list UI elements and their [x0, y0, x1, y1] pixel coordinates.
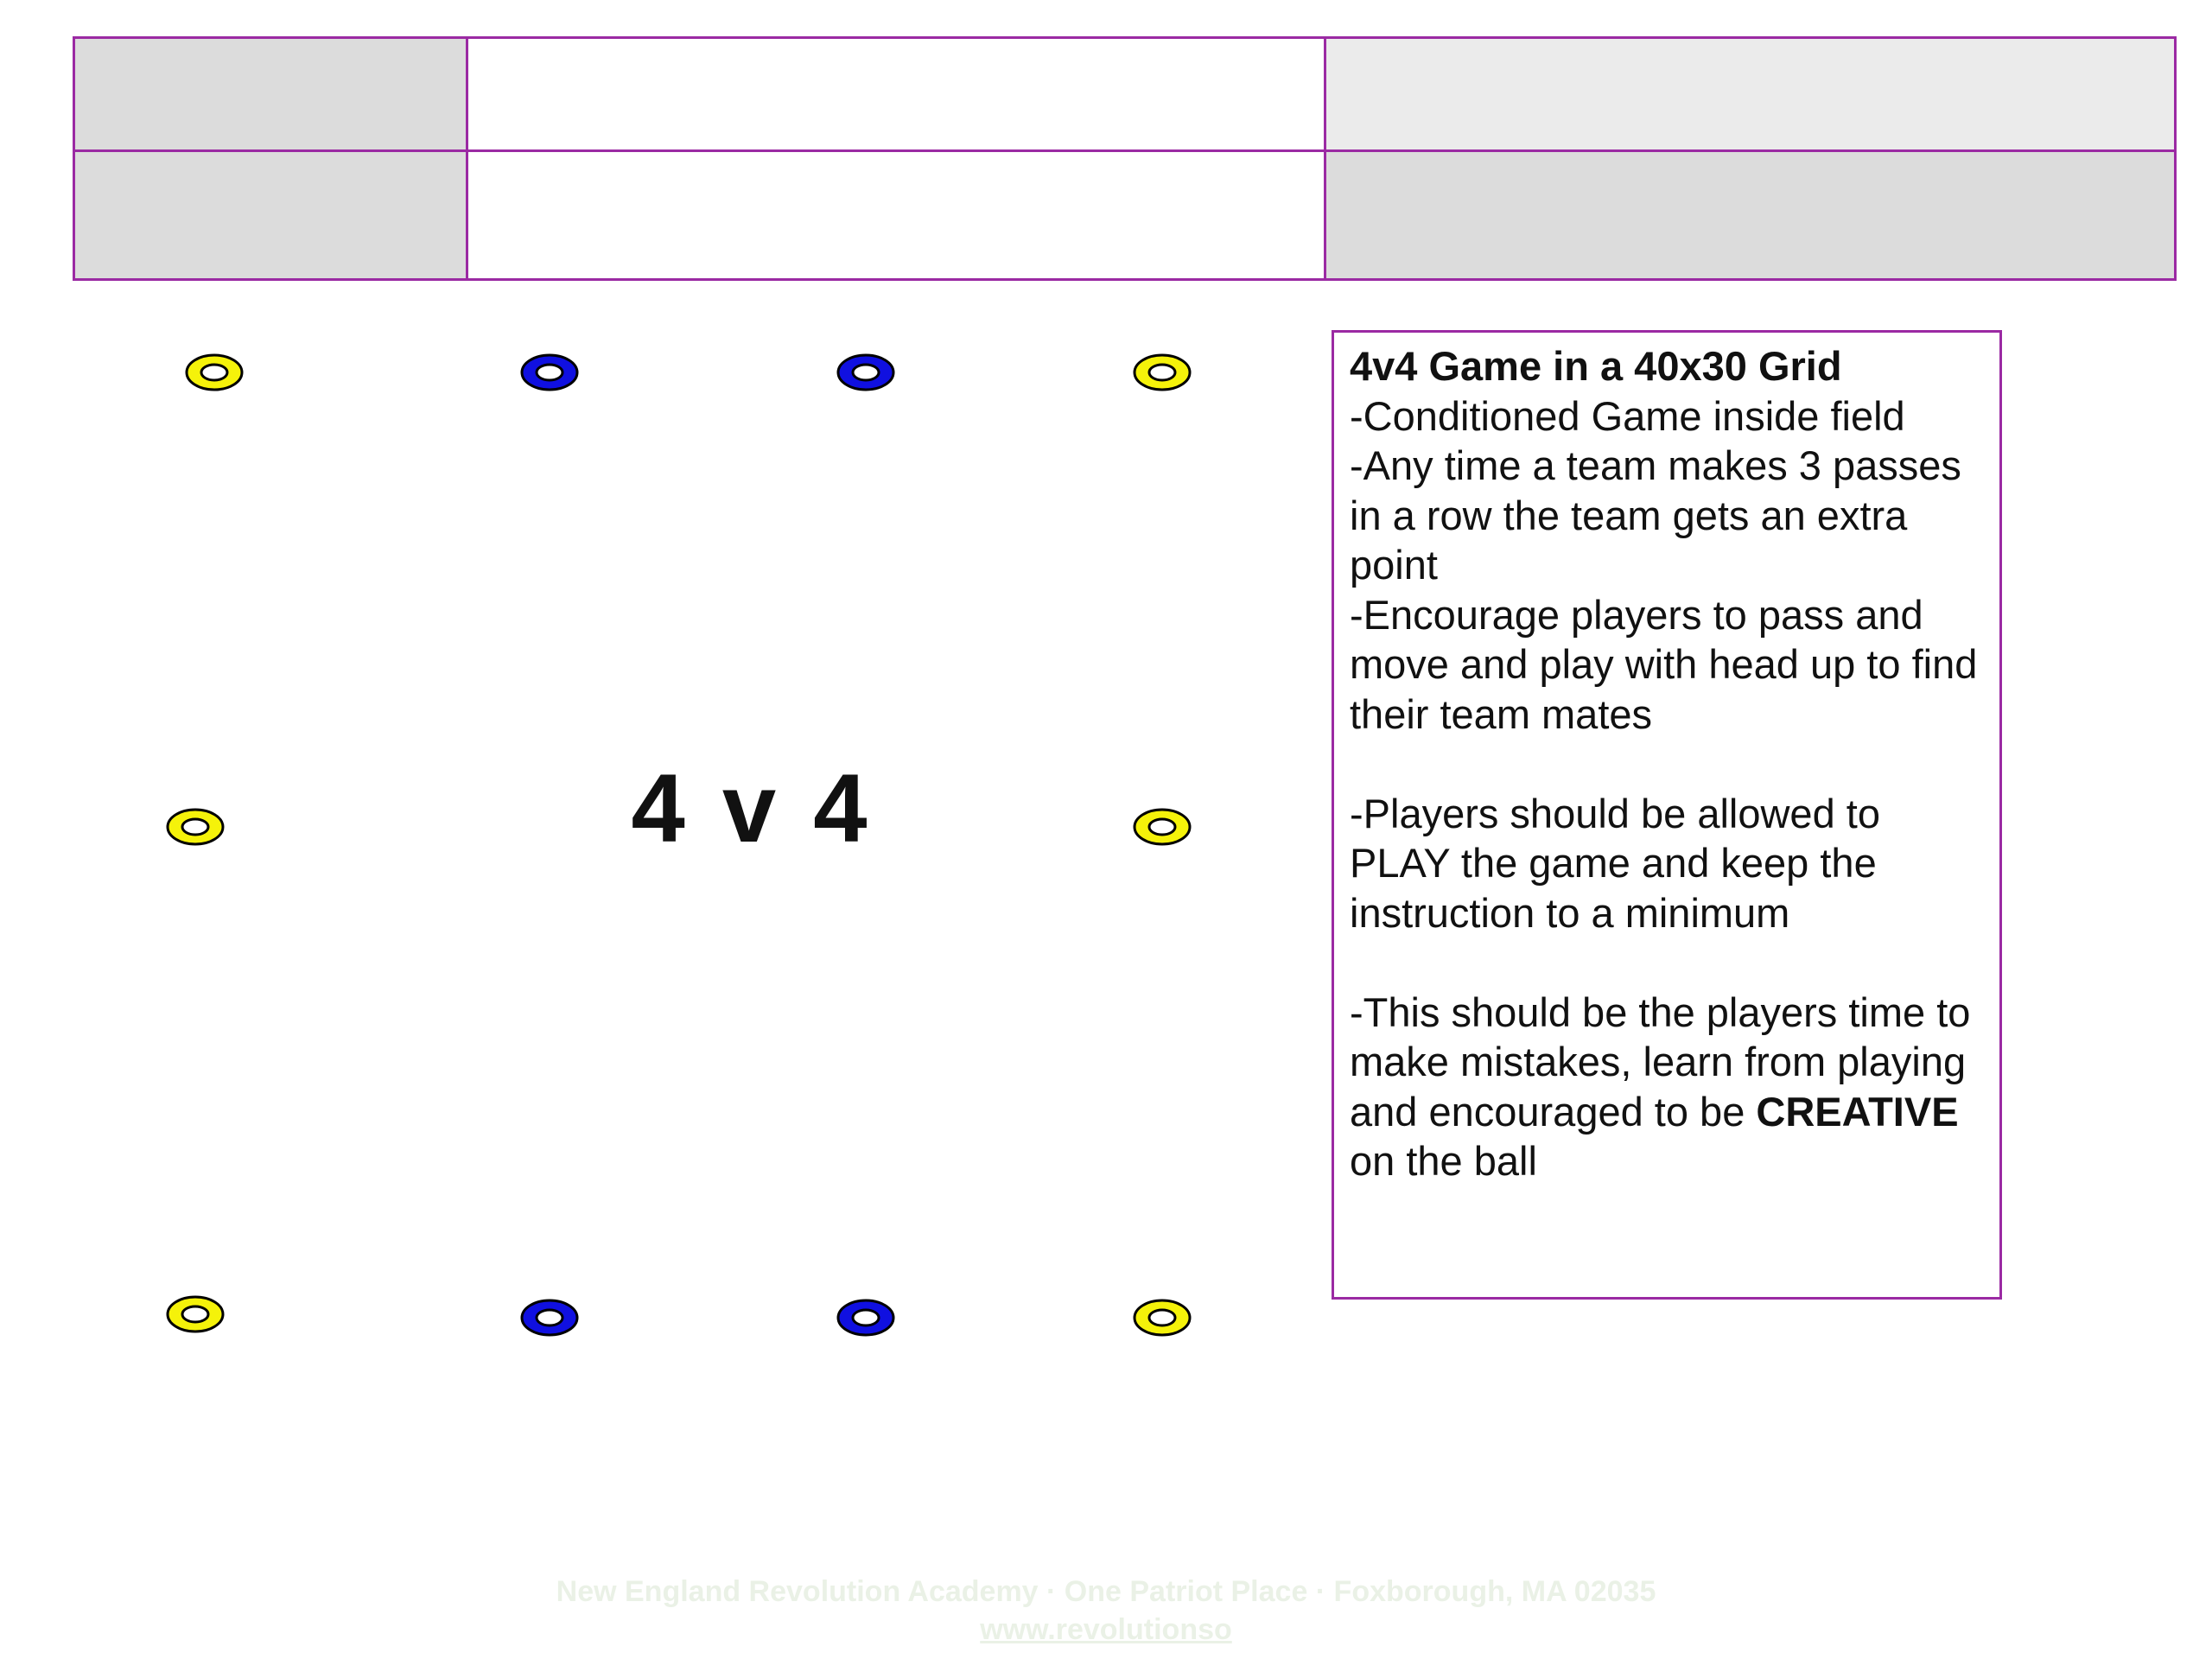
footer-address: New England Revolution Academy · One Patriot Place · Foxborough, MA 02035 [556, 1575, 1656, 1608]
instruction-line: -Encourage players to pass and move and play with head up to find their team mates [1350, 591, 1978, 737]
instruction-line: -Players should be allowed to PLAY the game and keep the instruction to a minimum [1350, 790, 1880, 936]
header-cell-value-2 [467, 151, 1325, 280]
cone-icon [519, 353, 580, 392]
header-cell-extra-1 [1325, 38, 2176, 151]
instruction-line: -Any time a team makes 3 passes in a row the team gets an extra point [1350, 442, 1961, 588]
header-cell-extra-2 [1325, 151, 2176, 280]
cone-icon [836, 1298, 896, 1338]
cone-icon [836, 353, 896, 392]
instruction-line: -Conditioned Game inside field [1350, 392, 1905, 439]
footer-url-link[interactable]: www.revolutionso [980, 1613, 1232, 1646]
instruction-line: -This should be the players time to make mistakes, learn from playing and encouraged to be CREATIVE on the ball [1350, 988, 1971, 1184]
game-label: 4 v 4 [631, 754, 873, 862]
cone-icon [165, 1294, 226, 1334]
header-cell-label-1 [74, 38, 467, 151]
footer [0, 1573, 2212, 1649]
instructions-box [1332, 330, 2002, 1300]
cone-icon [1132, 1298, 1192, 1338]
cone-icon [519, 1298, 580, 1338]
instructions-title: 4v4 Game in a 40x30 Grid [1350, 343, 1842, 389]
header-cell-label-2 [74, 151, 467, 280]
session-header-table [73, 36, 2177, 281]
cone-icon [1132, 353, 1192, 392]
cone-icon [184, 353, 245, 392]
creative-emphasis: CREATIVE [1756, 1088, 1959, 1135]
header-cell-value-1 [467, 38, 1325, 151]
cone-icon [165, 807, 226, 847]
cone-icon [1132, 807, 1192, 847]
